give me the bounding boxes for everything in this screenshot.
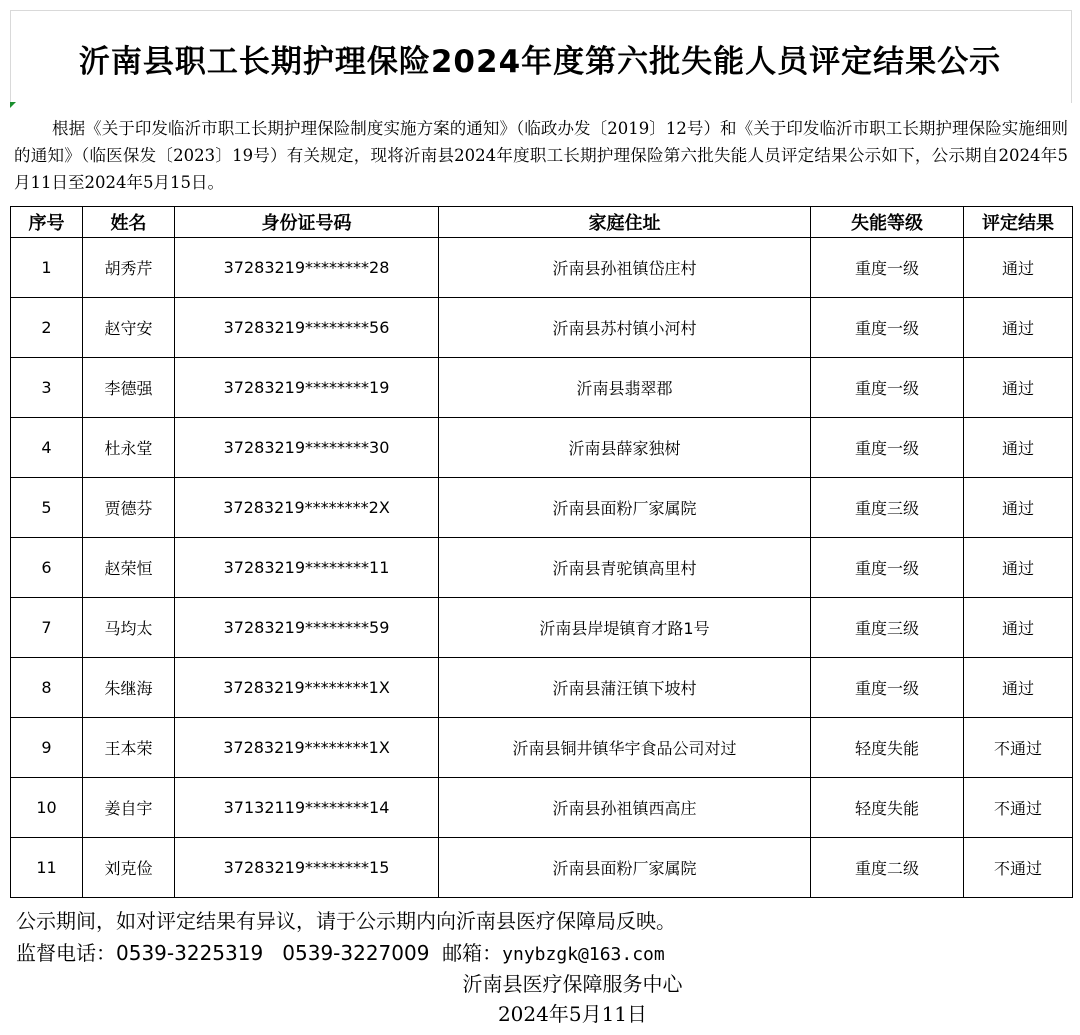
- cell-name: 姜自宇: [83, 778, 175, 838]
- cell-name: 李德强: [83, 358, 175, 418]
- cell-address: 沂南县青驼镇高里村: [439, 538, 811, 598]
- email-label: 邮箱：: [442, 941, 503, 965]
- cell-name: 赵荣恒: [83, 538, 175, 598]
- cell-id-number: 37283219********59: [175, 598, 439, 658]
- header-disability-level: 失能等级: [811, 207, 964, 238]
- table-row: [11, 778, 1073, 838]
- cell-index: 7: [11, 598, 83, 658]
- cell-id-number: 37283219********1X: [175, 658, 439, 718]
- table-row: [11, 358, 1073, 418]
- cell-id-number: 37283219********56: [175, 298, 439, 358]
- cell-name: 赵守安: [83, 298, 175, 358]
- cell-disability-level: 重度一级: [811, 418, 964, 478]
- cell-result: 通过: [964, 238, 1073, 298]
- cell-address: 沂南县铜井镇华宇食品公司对过: [439, 718, 811, 778]
- phone-number-1: 0539-3225319: [116, 941, 264, 965]
- cell-disability-level: 重度二级: [811, 838, 964, 898]
- cell-disability-level: 重度三级: [811, 598, 964, 658]
- cell-index: 2: [11, 298, 83, 358]
- cell-result: 通过: [964, 598, 1073, 658]
- table-row: [11, 658, 1073, 718]
- header-name: 姓名: [83, 207, 175, 238]
- header-result: 评定结果: [964, 207, 1073, 238]
- cell-disability-level: 重度一级: [811, 358, 964, 418]
- cell-disability-level: 重度一级: [811, 538, 964, 598]
- table-header-row: [11, 207, 1073, 238]
- cell-disability-level: 轻度失能: [811, 778, 964, 838]
- table-row: [11, 538, 1073, 598]
- cell-index: 9: [11, 718, 83, 778]
- contact-line: [16, 937, 665, 966]
- cell-disability-level: 重度三级: [811, 478, 964, 538]
- cell-index: 1: [11, 238, 83, 298]
- cell-id-number: 37283219********2X: [175, 478, 439, 538]
- email-address: ynybzgk@163.com: [502, 944, 665, 965]
- results-table: [10, 206, 1073, 898]
- cell-address: 沂南县面粉厂家属院: [439, 838, 811, 898]
- cell-index: 11: [11, 838, 83, 898]
- cell-disability-level: 轻度失能: [811, 718, 964, 778]
- cell-corner-marker: [10, 102, 16, 108]
- cell-name: 刘克俭: [83, 838, 175, 898]
- cell-name: 胡秀芹: [83, 238, 175, 298]
- cell-id-number: 37283219********11: [175, 538, 439, 598]
- cell-index: 4: [11, 418, 83, 478]
- table-body: [11, 238, 1073, 898]
- cell-result: 不通过: [964, 778, 1073, 838]
- cell-disability-level: 重度一级: [811, 298, 964, 358]
- phone-number-2: 0539-3227009: [282, 941, 430, 965]
- cell-index: 8: [11, 658, 83, 718]
- intro-paragraph: 根据《关于印发临沂市职工长期护理保险制度实施方案的通知》（临政办发〔2019〕12号）和《关于印发临沂市职工长期护理保险实施细则的通知》（临医保发〔2023〕19号）有关规定，现将沂南县2024年度职工长期护理保险第六批失能人员评定结果公示如下，公示期自2024年5月11日至2024年5月15日。: [14, 119, 1068, 192]
- table-row: [11, 238, 1073, 298]
- cell-disability-level: 重度一级: [811, 238, 964, 298]
- cell-index: 6: [11, 538, 83, 598]
- cell-address: 沂南县孙祖镇西高庄: [439, 778, 811, 838]
- cell-address: 沂南县孙祖镇岱庄村: [439, 238, 811, 298]
- phone-label: 监督电话：: [16, 941, 116, 965]
- table-row: [11, 418, 1073, 478]
- cell-id-number: 37283219********28: [175, 238, 439, 298]
- cell-result: 通过: [964, 358, 1073, 418]
- cell-id-number: 37283219********19: [175, 358, 439, 418]
- table-row: [11, 478, 1073, 538]
- cell-address: 沂南县蒲汪镇下坡村: [439, 658, 811, 718]
- table-row: [11, 598, 1073, 658]
- cell-id-number: 37283219********1X: [175, 718, 439, 778]
- header-address: 家庭住址: [439, 207, 811, 238]
- cell-address: 沂南县薛家独树: [439, 418, 811, 478]
- objection-notice: 公示期间，如对评定结果有异议，请于公示期内向沂南县医疗保障局反映。: [16, 909, 676, 933]
- table-row: [11, 718, 1073, 778]
- cell-index: 5: [11, 478, 83, 538]
- table-row: [11, 298, 1073, 358]
- cell-name: 朱继海: [83, 658, 175, 718]
- cell-result: 通过: [964, 418, 1073, 478]
- page-title: 沂南县职工长期护理保险2024年度第六批失能人员评定结果公示: [78, 44, 1002, 80]
- cell-id-number: 37283219********30: [175, 418, 439, 478]
- cell-result: 通过: [964, 478, 1073, 538]
- cell-name: 马均太: [83, 598, 175, 658]
- cell-disability-level: 重度一级: [811, 658, 964, 718]
- cell-index: 3: [11, 358, 83, 418]
- cell-address: 沂南县岸堤镇育才路1号: [439, 598, 811, 658]
- cell-result: 通过: [964, 538, 1073, 598]
- cell-name: 王本荣: [83, 718, 175, 778]
- cell-address: 沂南县苏村镇小河村: [439, 298, 811, 358]
- cell-name: 杜永堂: [83, 418, 175, 478]
- cell-result: 通过: [964, 658, 1073, 718]
- cell-name: 贾德芬: [83, 478, 175, 538]
- cell-result: 不通过: [964, 838, 1073, 898]
- cell-result: 通过: [964, 298, 1073, 358]
- table-row: [11, 838, 1073, 898]
- cell-id-number: 37283219********15: [175, 838, 439, 898]
- cell-result: 不通过: [964, 718, 1073, 778]
- issue-date: 2024年5月11日: [497, 1002, 648, 1026]
- header-index: 序号: [11, 207, 83, 238]
- cell-address: 沂南县面粉厂家属院: [439, 478, 811, 538]
- cell-index: 10: [11, 778, 83, 838]
- cell-id-number: 37132119********14: [175, 778, 439, 838]
- issuer-name: 沂南县医疗保障服务中心: [462, 972, 683, 996]
- header-id-number: 身份证号码: [175, 207, 439, 238]
- cell-address: 沂南县翡翠郡: [439, 358, 811, 418]
